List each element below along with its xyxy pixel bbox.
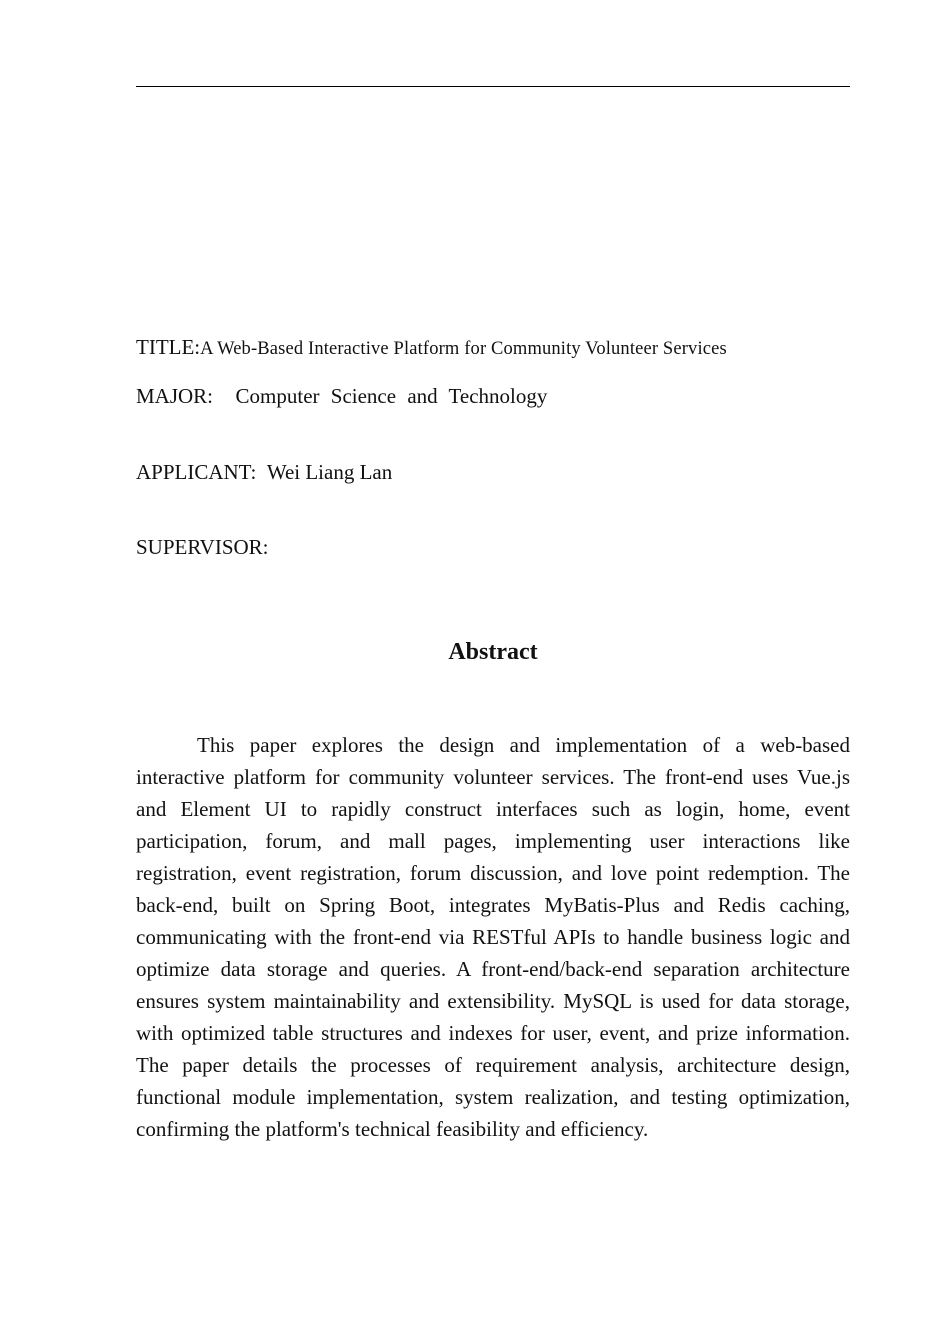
abstract-heading: Abstract xyxy=(448,639,538,665)
supervisor-label: SUPERVISOR: xyxy=(136,535,269,559)
title-value: A Web-Based Interactive Platform for Community Volunteer Services xyxy=(200,339,727,359)
abstract-body: This paper explores the design and implementation of a web-based interactive platform for community volunteer services. The front-end uses Vue.js and Element UI to rapidly construct interfaces such as login, home, event participation, forum, and mall pages, implementing user interactions like registration, event registration, forum discussion, and love point redemption. The back-end, built on Spring Boot, integrates MyBatis-Plus and Redis caching, communicating with the front-end via RESTful APIs to handle business logic and optimize data storage and queries. A front-end/back-end separation architecture ensures system maintainability and extensibility. MySQL is used for data storage, with optimized table structures and indexes for user, event, and prize information. The paper details the processes of requirement analysis, architecture design, functional module implementation, system realization, and testing optimization, confirming the platform's technical feasibility and efficiency. xyxy=(136,733,850,1141)
supervisor-line xyxy=(136,537,269,558)
applicant-line xyxy=(136,462,392,483)
applicant-value: Wei Liang Lan xyxy=(266,460,393,484)
applicant-label: APPLICANT: xyxy=(136,460,257,484)
major-value: Computer Science and Technology xyxy=(235,384,548,408)
major-line xyxy=(136,386,547,407)
header-rule xyxy=(136,86,850,87)
title-line xyxy=(136,337,727,359)
title-label: TITLE: xyxy=(136,335,201,359)
major-label: MAJOR: xyxy=(136,384,214,408)
